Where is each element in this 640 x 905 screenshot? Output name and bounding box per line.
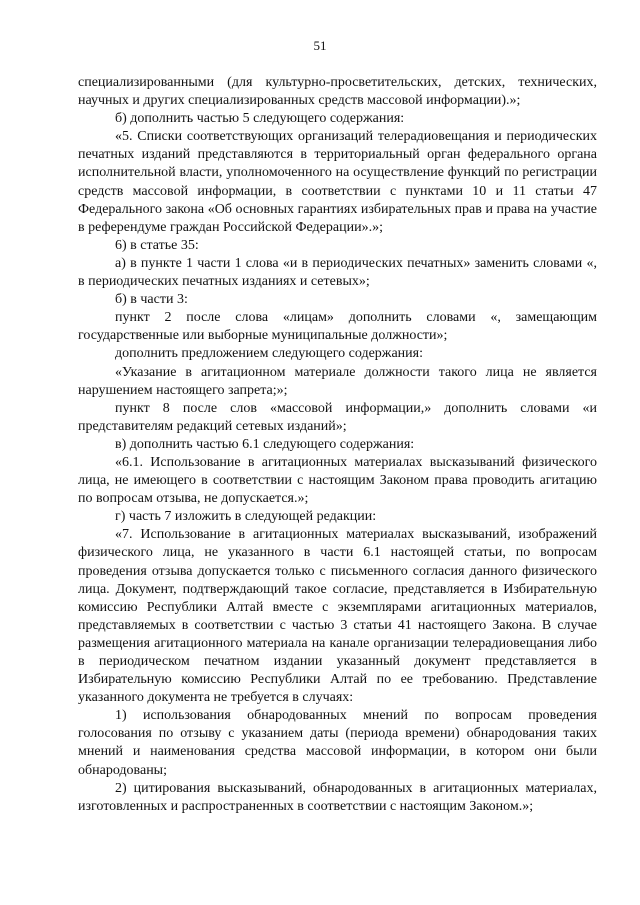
paragraph-amend-part5: б) дополнить частью 5 следующего содержания: — [115, 111, 405, 127]
paragraph-item-a: а) в пункте 1 части 1 слова «и в периодических печатных» заменить словами «, в периодических печатных изданиях и сетевых»; — [78, 255, 597, 290]
paragraph-point8: пункт 8 после слов «массовой информации,» дополнить словами «и представителям редакций сетевых изданий»; — [78, 400, 597, 434]
paragraph-item-b: б) в части 3: — [115, 292, 188, 308]
document-body — [78, 74, 597, 816]
paragraph-continuation: специализированными (для культурно-просветительских, детских, технических, научных и других специализированных средств массовой информации).»; — [78, 75, 597, 109]
paragraph-sentence-text: «Указание в агитационном материале должности такого лица не является нарушением настоящего запрета;»; — [78, 364, 597, 398]
paragraph-case-1: 1) использования обнародованных мнений по вопросам проведения голосования по отзыву с указанием даты (периода времени) обнародования таких мнений и наименования средства массовой информации, в котором они были обнародованы; — [78, 708, 597, 778]
page-number: 51 — [313, 38, 327, 53]
paragraph-item-g: г) часть 7 изложить в следующей редакции: — [115, 509, 377, 525]
paragraph-part7-text: «7. Использование в агитационных материалах высказываний, изображений физического лица, не указанного в части 6.1 настоящей статьи, по вопросам проведения отзыва допускается только с письменного согласия данного физического лица. Документ, подтверждающий такое согласие, представляется в Избирательную комиссию Республики Алтай вместе с экземплярами агитационных материалов, представляемых в соответствии с частью 3 статьи 41 настоящего Закона. В случае размещения агитационного материала на канале организации телерадиовещания либо в периодическом печатном издании указанный документ представляется в Избирательную комиссию Республики Алтай по ее требованию. Представление указанного документа не требуется в случаях: — [78, 527, 597, 706]
paragraph-case-2: 2) цитирования высказываний, обнародованных в агитационных материалах, изготовленных и распространенных в соответствии с настоящим Законом.»; — [78, 780, 597, 814]
paragraph-part5-text: «5. Списки соответствующих организаций телерадиовещания и периодических печатных изданий представляются в территориальный орган федерального органа исполнительной власти, уполномоченного на осуществление функций по регистрации средств массовой информации, в соответствии с пунктами 10 и 11 статьи 47 Федерального закона «Об основных гарантиях избирательных прав и права на участие в референдуме граждан Российской Федерации».»; — [78, 129, 597, 235]
paragraph-part61-text: «6.1. Использование в агитационных материалах высказываний физического лица, не имеющего в соответствии с настоящим Законом права проводить агитацию по вопросам отзыва, не допускается.»; — [78, 454, 597, 507]
paragraph-point2: пункт 2 после слова «лицам» дополнить словами «, замещающим государственные или выборные муниципальные должности»; — [78, 310, 597, 344]
paragraph-item-v: в) дополнить частью 6.1 следующего содержания: — [115, 436, 415, 452]
paragraph-article35: 6) в статье 35: — [115, 237, 199, 253]
paragraph-add-sentence: дополнить предложением следующего содержания: — [115, 346, 423, 362]
